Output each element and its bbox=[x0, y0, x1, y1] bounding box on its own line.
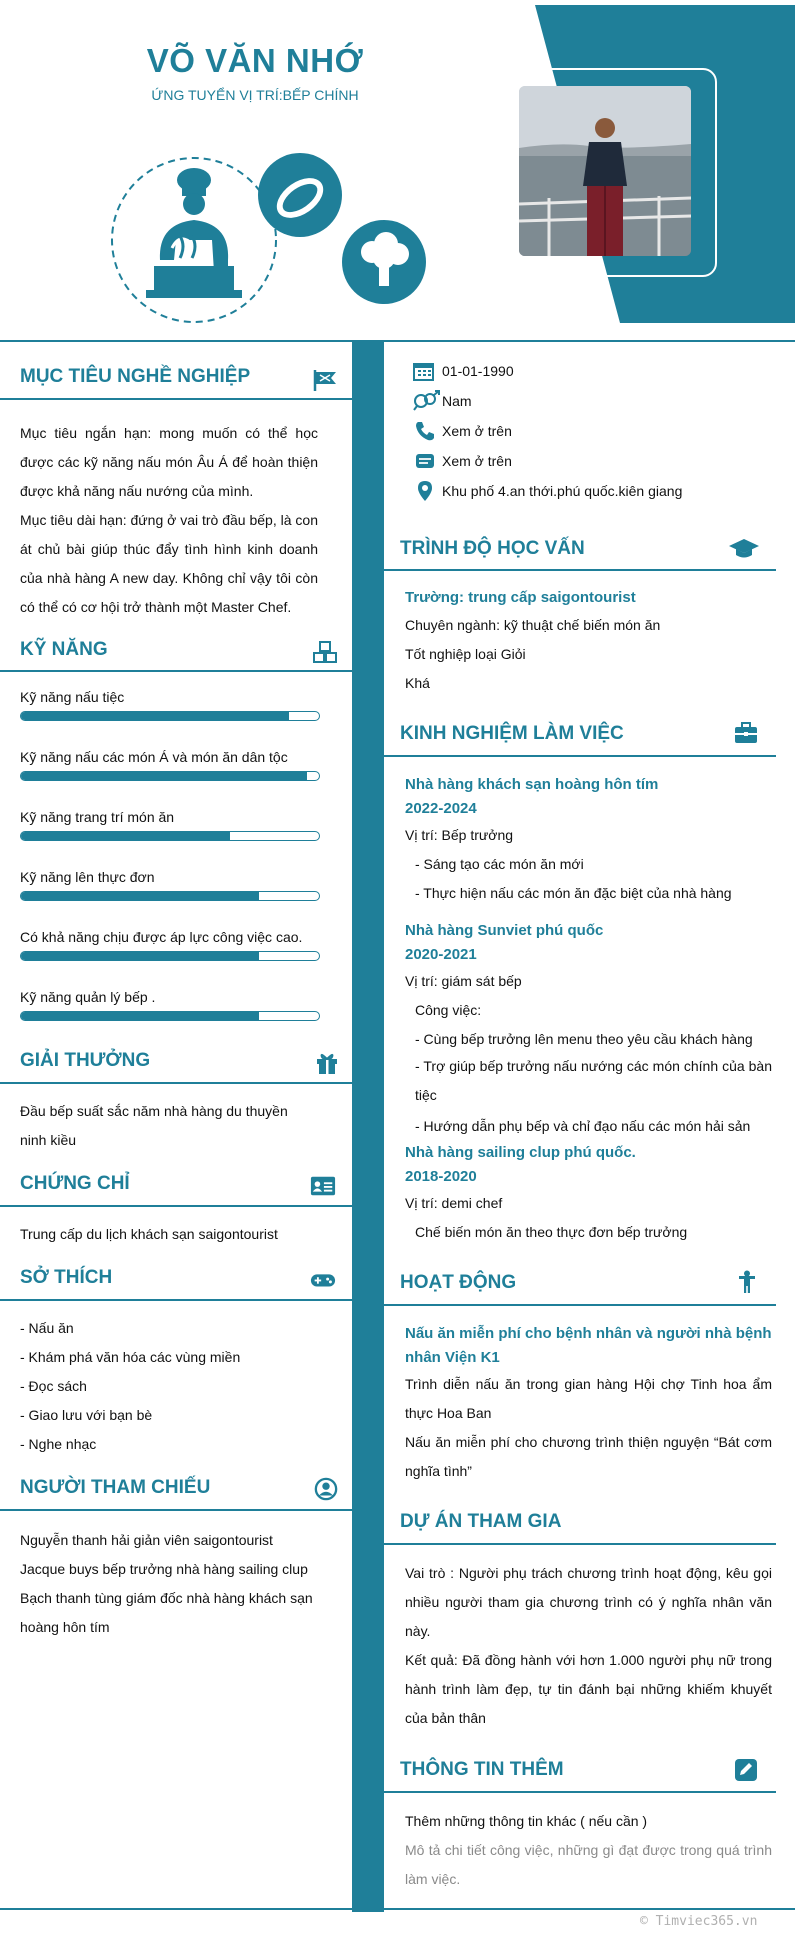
hobby-item: - Đọc sách bbox=[20, 1378, 87, 1394]
skill-label: Kỹ năng quản lý bếp . bbox=[20, 989, 156, 1005]
hobby-item: - Nghe nhạc bbox=[20, 1436, 97, 1452]
job-period: 2018-2020 bbox=[405, 1168, 477, 1185]
skill-label: Kỹ năng nấu tiệc bbox=[20, 689, 125, 705]
project-role: Vai trò : Người phụ trách chương trình hoạt động, kêu gọi nhiều người tham gia chương trình có ý nghĩa nhân văn này. bbox=[405, 1565, 772, 1639]
gamepad-icon bbox=[310, 1268, 336, 1292]
cubes-icon bbox=[312, 640, 338, 664]
additional-description: Mô tả chi tiết công việc, những gì đạt được trong quá trình làm việc. bbox=[405, 1842, 772, 1887]
references-text: Nguyễn thanh hải giản viên saigontourist Jacque buys bếp trưởng nhà hàng sailing clup Bạch thanh tùng giám đốc nhà hàng khách sạn hoàng hôn tím bbox=[20, 1532, 313, 1635]
skill-bar bbox=[20, 1011, 320, 1021]
candidate-name: VÕ VĂN NHỚ bbox=[146, 42, 364, 79]
job-duty: Chế biến món ăn theo thực đơn bếp trưởng bbox=[415, 1224, 688, 1240]
education-divider bbox=[384, 569, 776, 571]
activity-text: Trình diễn nấu ăn trong gian hàng Hội chợ Tinh hoa ẩm thực Hoa Ban bbox=[405, 1376, 772, 1421]
phone-value: Xem ở trên bbox=[442, 423, 512, 439]
hobby-item: - Giao lưu với bạn bè bbox=[20, 1407, 153, 1423]
skill-bar bbox=[20, 951, 320, 961]
additional-divider bbox=[384, 1791, 776, 1793]
projects-divider bbox=[384, 1543, 776, 1545]
job-position: Vị trí: demi chef bbox=[405, 1195, 503, 1211]
job-position: Vị trí: Bếp trưởng bbox=[405, 827, 514, 843]
job-company: Nhà hàng Sunviet phú quốc bbox=[405, 922, 604, 939]
header-divider bbox=[0, 340, 795, 342]
awards-title: GIẢI THƯỞNG bbox=[20, 1050, 151, 1071]
edit-icon bbox=[733, 1758, 759, 1782]
additional-title: THÔNG TIN THÊM bbox=[400, 1759, 564, 1780]
projects-title: DỰ ÁN THAM GIA bbox=[400, 1511, 562, 1532]
additional-text: Thêm những thông tin khác ( nếu cần ) bbox=[405, 1813, 648, 1829]
references-divider bbox=[0, 1509, 352, 1511]
job-duties-label: Công việc: bbox=[415, 1002, 482, 1018]
award-text: Đầu bếp suất sắc năm nhà hàng du thuyền ninh kiều bbox=[20, 1103, 288, 1148]
certificates-divider bbox=[0, 1205, 352, 1207]
school-name: Trường: trung cấp saigontourist bbox=[405, 589, 636, 606]
candidate-role: ỨNG TUYỂN VỊ TRÍ:BẾP CHÍNH bbox=[151, 87, 359, 103]
job-period: 2022-2024 bbox=[405, 800, 477, 817]
briefcase-icon bbox=[733, 721, 759, 745]
person-icon bbox=[734, 1270, 760, 1294]
flag-icon bbox=[312, 368, 338, 392]
awards-divider bbox=[0, 1082, 352, 1084]
education-grade: Khá bbox=[405, 675, 430, 691]
education-graduation: Tốt nghiệp loại Giỏi bbox=[405, 646, 526, 662]
gender-value: Nam bbox=[442, 393, 472, 409]
certificates-title: CHỨNG CHỈ bbox=[20, 1173, 130, 1194]
activities-divider bbox=[384, 1304, 776, 1306]
job-company: Nhà hàng khách sạn hoàng hôn tím bbox=[405, 776, 659, 793]
skill-bar-fill bbox=[21, 892, 259, 900]
job-duty: - Cùng bếp trưởng lên menu theo yêu cầu khách hàng bbox=[415, 1031, 753, 1047]
skill-bar-fill bbox=[21, 952, 259, 960]
footer-divider bbox=[0, 1908, 795, 1910]
skill-bar bbox=[20, 831, 320, 841]
skill-bar bbox=[20, 711, 320, 721]
skills-title: KỸ NĂNG bbox=[20, 639, 108, 660]
hobbies-title: SỞ THÍCH bbox=[20, 1267, 113, 1288]
job-duty: - Hướng dẫn phụ bếp và chỉ đạo nấu các món hải sản bbox=[415, 1118, 751, 1134]
phone-icon bbox=[414, 420, 436, 442]
skill-bar bbox=[20, 771, 320, 781]
education-major: Chuyên ngành: kỹ thuật chế biến món ăn bbox=[405, 617, 661, 633]
job-duty: - Trợ giúp bếp trưởng nấu nướng các món chính của bàn tiệc bbox=[415, 1058, 772, 1103]
birthday-value: 01-01-1990 bbox=[442, 363, 514, 379]
references-title: NGƯỜI THAM CHIẾU bbox=[20, 1477, 211, 1498]
footer-credit: © Timviec365.vn bbox=[640, 1914, 758, 1929]
activity-text: Nấu ăn miễn phí cho chương trình thiện nguyện “Bát cơm nghĩa tình” bbox=[405, 1434, 772, 1479]
objective-divider bbox=[0, 398, 352, 400]
skill-bar bbox=[20, 891, 320, 901]
job-duty: - Thực hiện nấu các món ăn đặc biệt của nhà hàng bbox=[415, 885, 732, 901]
gift-icon bbox=[314, 1051, 340, 1075]
activity-heading: Nấu ăn miễn phí cho bệnh nhân và người nhà bệnh nhân Viện K1 bbox=[405, 1325, 772, 1366]
skill-bar-fill bbox=[21, 772, 307, 780]
id-card-icon bbox=[310, 1174, 336, 1198]
experience-divider bbox=[384, 755, 776, 757]
profile-photo bbox=[519, 86, 691, 256]
skill-label: Kỹ năng trang trí món ăn bbox=[20, 809, 175, 825]
map-marker-icon bbox=[416, 480, 434, 502]
address-value: Khu phố 4.an thới.phú quốc.kiên giang bbox=[442, 483, 683, 499]
hobbies-divider bbox=[0, 1299, 352, 1301]
activities-title: HOẠT ĐỘNG bbox=[400, 1272, 517, 1293]
email-value: Xem ở trên bbox=[442, 453, 512, 469]
calendar-icon bbox=[412, 360, 436, 382]
skill-bar-fill bbox=[21, 1012, 259, 1020]
email-icon bbox=[414, 450, 436, 472]
graduation-cap-icon bbox=[728, 536, 760, 560]
skill-label: Kỹ năng lên thực đơn bbox=[20, 869, 155, 885]
certificate-text: Trung cấp du lịch khách sạn saigontourist bbox=[20, 1226, 278, 1242]
job-duty: - Sáng tạo các món ăn mới bbox=[415, 856, 584, 872]
gender-icon bbox=[412, 390, 440, 412]
experience-title: KINH NGHIỆM LÀM VIỆC bbox=[400, 723, 624, 744]
hobby-item: - Nấu ăn bbox=[20, 1320, 74, 1336]
job-company: Nhà hàng sailing clup phú quốc. bbox=[405, 1144, 636, 1161]
objective-short-term: Mục tiêu ngắn hạn: mong muốn có thể học được các kỹ năng nấu món Âu Á để hoàn thiện được khả năng nấu nướng của mình. bbox=[20, 425, 318, 499]
skill-label: Có khả năng chịu được áp lực công việc cao. bbox=[20, 929, 303, 945]
user-circle-icon bbox=[313, 1477, 339, 1501]
job-period: 2020-2021 bbox=[405, 946, 477, 963]
hobby-item: - Khám phá văn hóa các vùng miền bbox=[20, 1349, 241, 1365]
objective-long-term: Mục tiêu dài hạn: đứng ở vai trò đầu bếp, là con át chủ bài giúp thúc đẩy tình hình kinh doanh của nhà hàng A new day. Không chỉ vậy tôi còn có thể có cơ hội trở thành một Master Chef. bbox=[20, 512, 318, 615]
column-divider bbox=[352, 342, 384, 1912]
job-position: Vị trí: giám sát bếp bbox=[405, 973, 522, 989]
skill-bar-fill bbox=[21, 832, 230, 840]
chef-illustration bbox=[100, 140, 440, 340]
skills-divider bbox=[0, 670, 352, 672]
skill-bar-fill bbox=[21, 712, 289, 720]
skill-label: Kỹ năng nấu các món Á và món ăn dân tộc bbox=[20, 749, 288, 765]
project-result: Kết quả: Đã đồng hành với hơn 1.000 người phụ nữ trong hành trình làm đẹp, tự tin đánh bại những khiếm khuyết của bản thân bbox=[405, 1652, 772, 1726]
objective-title: MỤC TIÊU NGHỀ NGHIỆP bbox=[20, 366, 251, 387]
education-title: TRÌNH ĐỘ HỌC VẤN bbox=[400, 538, 585, 559]
